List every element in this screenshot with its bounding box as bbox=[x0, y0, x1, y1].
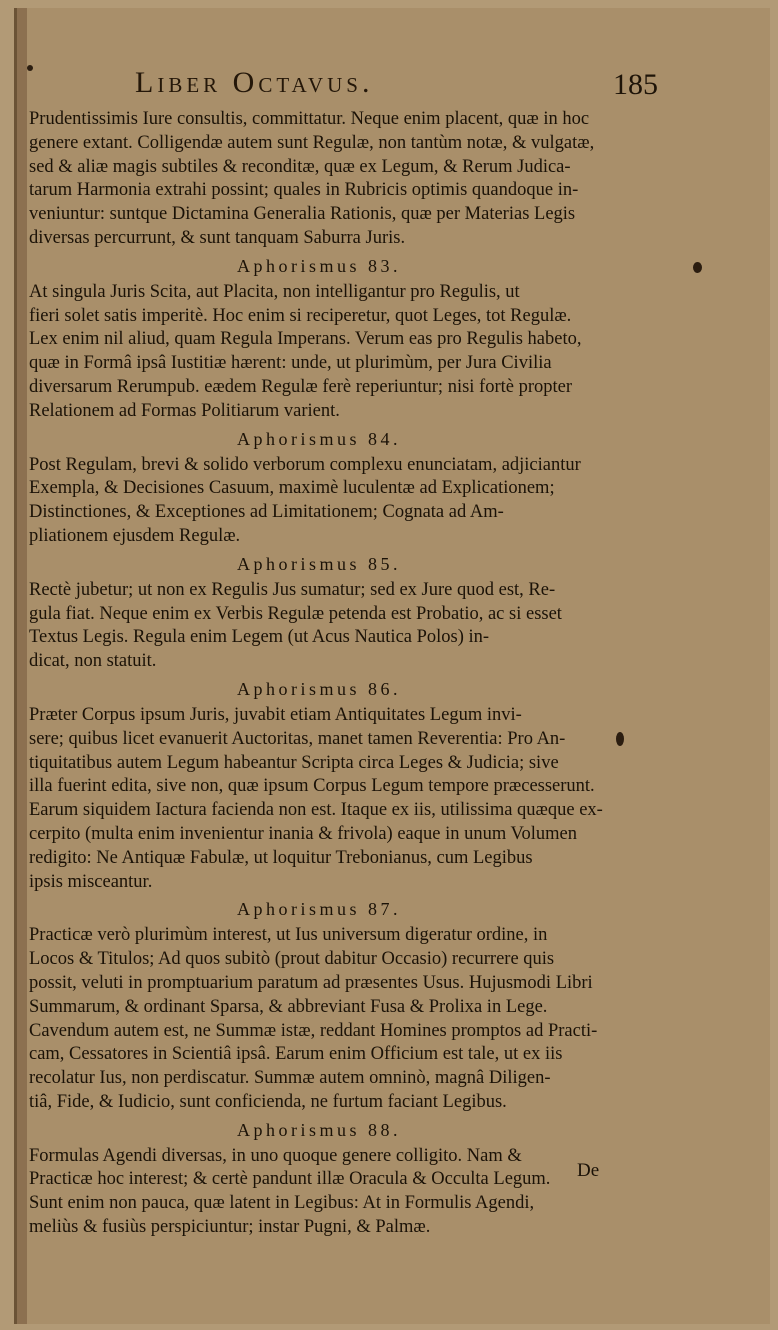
page-gutter bbox=[17, 8, 27, 1324]
text-line: dicat, non statuit. bbox=[29, 651, 157, 672]
aphorism-heading-84: Aphorismus 84. bbox=[236, 428, 401, 449]
text-line: Exempla, & Decisiones Casuum, maximè luculentæ ad Explicationem; bbox=[29, 478, 555, 499]
text-line: Lex enim nil aliud, quam Regula Imperans. Verum eas pro Regulis habeto, bbox=[29, 329, 582, 350]
text-line: Formulas Agendi diversas, in uno quoque genere colligito. Nam & bbox=[29, 1145, 522, 1166]
page-number: 185 bbox=[613, 68, 658, 101]
paragraph-84 bbox=[29, 454, 609, 549]
text-line: Summarum, & ordinant Sparsa, & abbreviant Fusa & Prolixa in Lege. bbox=[29, 996, 548, 1017]
text-line: diversarum Rerumpub. eædem Regulæ ferè reperiuntur; nisi fortè propter bbox=[29, 376, 573, 397]
ink-spot bbox=[693, 262, 702, 273]
running-head: Liber Octavus. bbox=[135, 66, 374, 99]
text-line: Distinctiones, & Exceptiones ad Limitationem; Cognata ad Am- bbox=[29, 502, 504, 523]
paragraph-85 bbox=[29, 579, 609, 674]
aphorism-heading-83: Aphorismus 83. bbox=[236, 255, 401, 276]
text-line: tiquitatibus autem Legum habeantur Scripta circa Leges & Judicia; sive bbox=[29, 752, 559, 773]
text-line: ipsis misceantur. bbox=[29, 871, 153, 892]
text-line: Textus Legis. Regula enim Legem (ut Acus Nautica Polos) in- bbox=[29, 627, 490, 648]
aphorism-heading-85: Aphorismus 85. bbox=[236, 553, 401, 574]
aphorism-heading-86: Aphorismus 86. bbox=[236, 678, 401, 699]
text-line: cam, Cessatores in Scientiâ ipsâ. Earum enim Officium est tale, ut ex iis bbox=[29, 1044, 563, 1065]
paragraph-83 bbox=[29, 281, 609, 424]
text-line: veniuntur: suntque Dictamina Generalia Rationis, quæ per Materias Legis bbox=[29, 204, 576, 225]
text-line: Prudentissimis Iure consultis, committatur. Neque enim placent, quæ in hoc bbox=[29, 109, 590, 129]
text-line: Præter Corpus ipsum Juris, juvabit etiam Antiquitates Legum invi- bbox=[29, 704, 522, 725]
text-line: Locos & Titulos; Ad quos subitò (prout dabitur Occasio) recurrere quis bbox=[29, 949, 555, 970]
paragraph-1 bbox=[29, 108, 609, 251]
text-line: fieri solet satis imperitè. Hoc enim si reciperetur, quot Leges, tot Regulæ. bbox=[29, 305, 572, 326]
text-line: pliationem ejusdem Regulæ. bbox=[29, 525, 241, 546]
text-line: Post Regulam, brevi & solido verborum complexu enunciatam, adjiciantur bbox=[29, 454, 581, 475]
text-line: possit, veluti in promptuarium paratum ad præsentes Usus. Hujusmodi Libri bbox=[29, 972, 593, 993]
body-text bbox=[29, 108, 609, 1240]
paragraph-87 bbox=[29, 924, 609, 1114]
text-line: diversas percurrunt, & sunt tanquam Saburra Juris. bbox=[29, 227, 406, 248]
page-header bbox=[17, 66, 773, 106]
catchword: De bbox=[577, 1160, 600, 1181]
ink-spot bbox=[27, 65, 33, 71]
text-line: gula fiat. Neque enim ex Verbis Regulæ petenda est Probatio, ac si esset bbox=[29, 603, 562, 624]
text-line: Practicæ verò plurimùm interest, ut Ius universum digeratur ordine, in bbox=[29, 925, 548, 946]
aphorism-heading-88: Aphorismus 88. bbox=[236, 1119, 401, 1140]
aphorism-heading-87: Aphorismus 87. bbox=[236, 899, 401, 920]
text-line: At singula Juris Scita, aut Placita, non intelligantur pro Regulis, ut bbox=[29, 281, 520, 302]
text-line: Cavendum autem est, ne Summæ istæ, reddant Homines promptos ad Practi- bbox=[29, 1020, 598, 1041]
text-line: sere; quibus licet evanuerit Auctoritas, manet tamen Reverentia: Pro An- bbox=[29, 728, 566, 749]
text-line: Practicæ hoc interest; & certè pandunt illæ Oracula & Occulta Legum. bbox=[29, 1169, 551, 1190]
text-line: tarum Harmonia extrahi possint; quales in Rubricis optimis quandoque in- bbox=[29, 180, 579, 201]
text-line: Rectè jubetur; ut non ex Regulis Jus sumatur; sed ex Jure quod est, Re- bbox=[29, 579, 556, 600]
ink-spot bbox=[616, 732, 624, 746]
text-line: illa fuerint edita, sive non, quæ ipsum Corpus Legum tempore præcesserunt. bbox=[29, 776, 595, 797]
paragraph-86 bbox=[29, 704, 609, 894]
text-line: Sunt enim non pauca, quæ latent in Legibus: At in Formulis Agendi, bbox=[29, 1193, 535, 1214]
text-line: tiâ, Fide, & Iudicio, sunt conficienda, ne furtum faciant Legibus. bbox=[29, 1091, 507, 1112]
text-line: sed & aliæ magis subtiles & reconditæ, quæ ex Legum, & Rerum Judica- bbox=[29, 156, 571, 177]
text-line: quæ in Formâ ipsâ Iustitiæ hærent: unde, ut plurimùm, per Jura Civilia bbox=[29, 353, 552, 374]
text-line: Relationem ad Formas Politiarum varient. bbox=[29, 400, 340, 421]
text-line: Earum siquidem Iactura facienda non est. Itaque ex iis, utilissima quæque ex- bbox=[29, 800, 603, 821]
paragraph-88 bbox=[29, 1145, 609, 1240]
text-line: genere extant. Colligendæ autem sunt Regulæ, non tantùm notæ, & vulgatæ, bbox=[29, 132, 595, 153]
text-line: recolatur Ius, non perdiscatur. Summæ autem omninò, magnâ Diligen- bbox=[29, 1068, 551, 1089]
text-line: cerpito (multa enim invenientur inania & frivola) eaque in unum Volumen bbox=[29, 823, 578, 844]
text-line: meliùs & fusiùs perspiciuntur; instar Pugni, & Palmæ. bbox=[29, 1217, 431, 1238]
text-line: redigito: Ne Antiquæ Fabulæ, ut loquitur Trebonianus, cum Legibus bbox=[29, 847, 533, 868]
book-page bbox=[14, 8, 770, 1324]
